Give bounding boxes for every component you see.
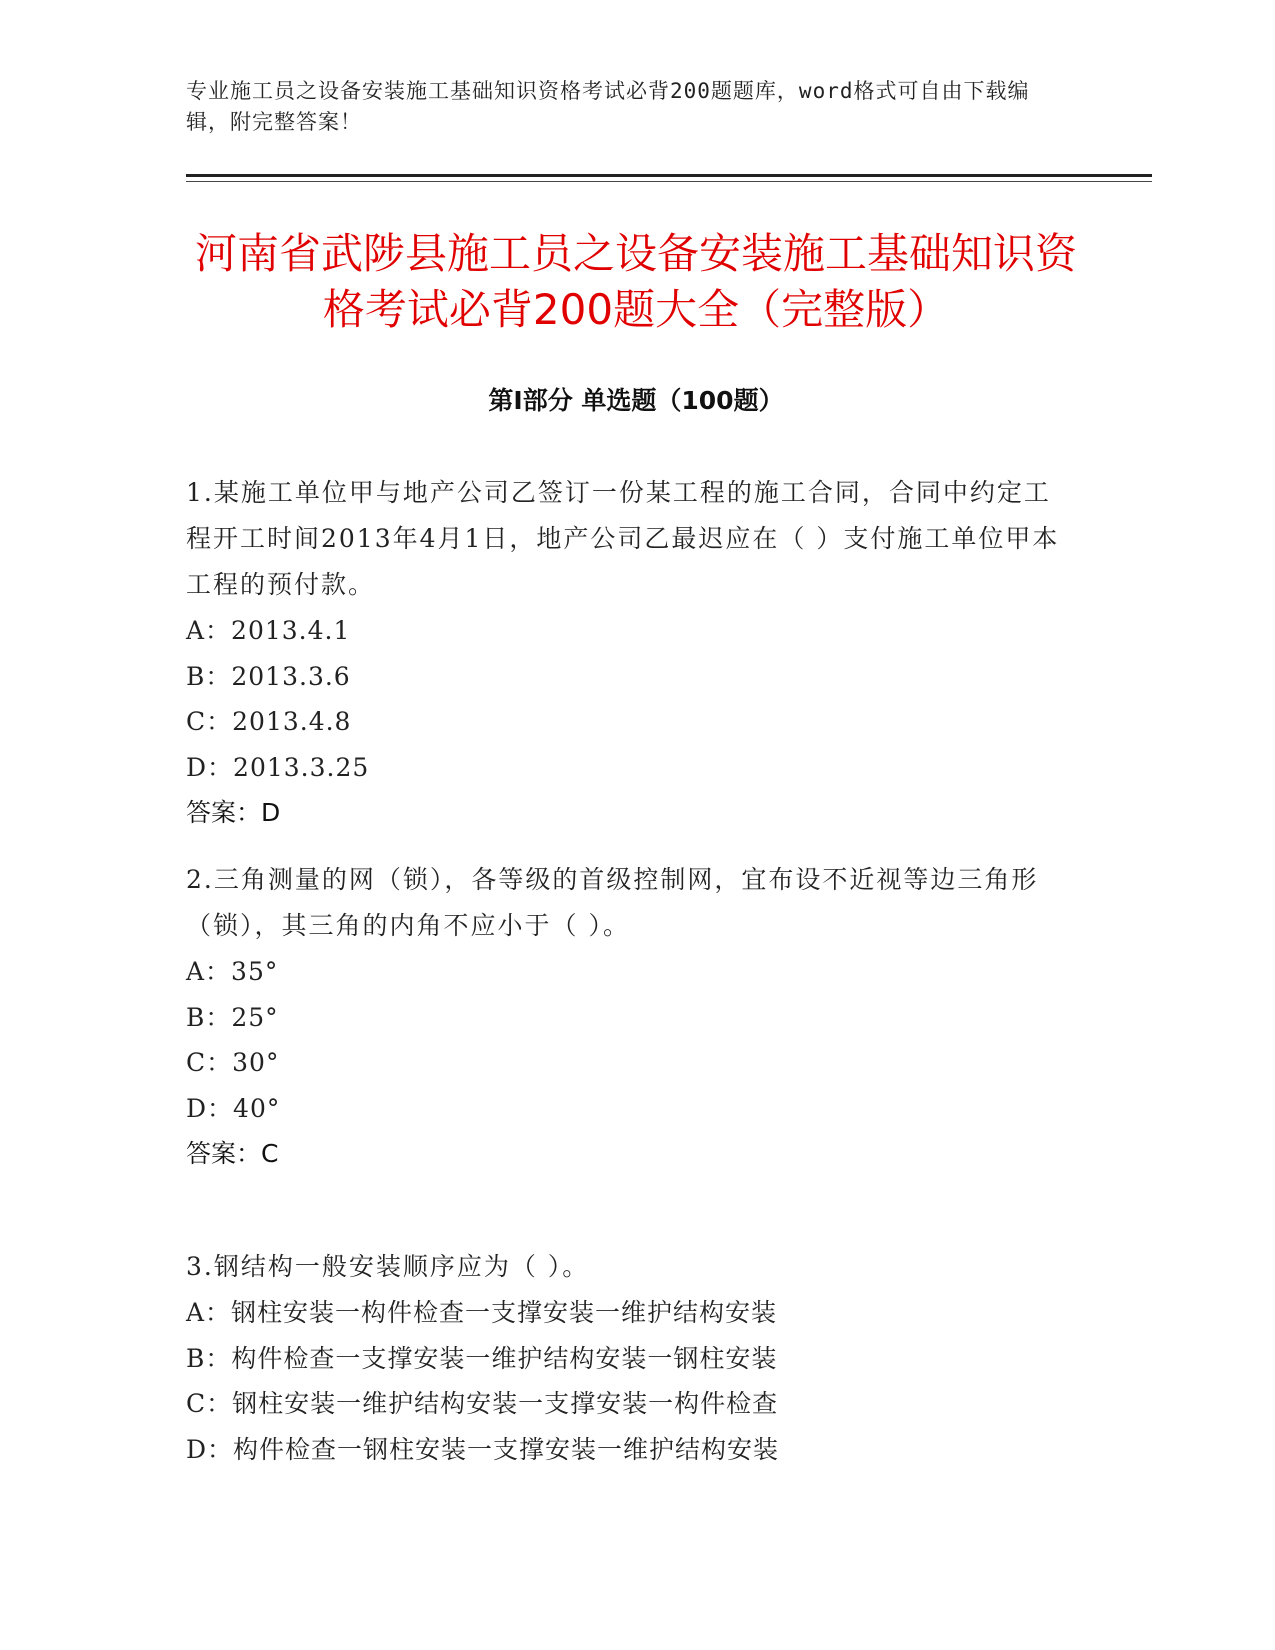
header-divider-thin [186, 181, 1152, 182]
header-note: 专业施工员之设备安装施工基础知识资格考试必背200题题库，word格式可自由下载编辑，附完整答案！ [186, 79, 1030, 134]
option-b: B：25° [186, 1002, 279, 1032]
answer: 答案：D [186, 798, 281, 827]
answer: 答案：C [186, 1139, 279, 1168]
option-b: B：2013.3.6 [186, 661, 351, 691]
option-a: A：2013.4.1 [186, 616, 351, 645]
question-stem: 3.钢结构一般安装顺序应为（ ）。 [186, 1252, 590, 1281]
option-d: D：40° [186, 1093, 281, 1123]
option-c: C：30° [186, 1048, 280, 1077]
option-d: D：2013.3.25 [186, 752, 370, 782]
document-title: 河南省武陟县施工员之设备安装施工基础知识资格考试必背200题大全（完整版） [194, 229, 1077, 334]
option-d: D：构件检查一钢柱安装一支撑安装一维护结构安装 [186, 1434, 780, 1464]
section-title: 第Ⅰ部分 单选题（100题） [488, 386, 784, 415]
question-2 [186, 857, 1066, 1177]
question-stem: 1.某施工单位甲与地产公司乙签订一份某工程的施工合同，合同中约定工程开工时间2013年4月1日，地产公司乙最迟应在（ ）支付施工单位甲本工程的预付款。 [186, 478, 1060, 599]
question-stem: 2.三角测量的网（锁），各等级的首级控制网，宜布设不近视等边三角形（锁），其三角的内角不应小于（ ）。 [186, 865, 1039, 940]
option-b: B：构件检查一支撑安装一维护结构安装一钢柱安装 [186, 1343, 778, 1373]
option-c: C：2013.4.8 [186, 707, 352, 736]
option-a: A：35° [186, 957, 279, 986]
option-c: C：钢柱安装一维护结构安装一支撑安装一构件检查 [186, 1389, 779, 1418]
header-divider-thick [186, 174, 1152, 177]
question-1 [186, 470, 1066, 836]
question-3 [186, 1244, 1066, 1472]
option-a: A：钢柱安装一构件检查一支撑安装一维护结构安装 [186, 1298, 778, 1327]
